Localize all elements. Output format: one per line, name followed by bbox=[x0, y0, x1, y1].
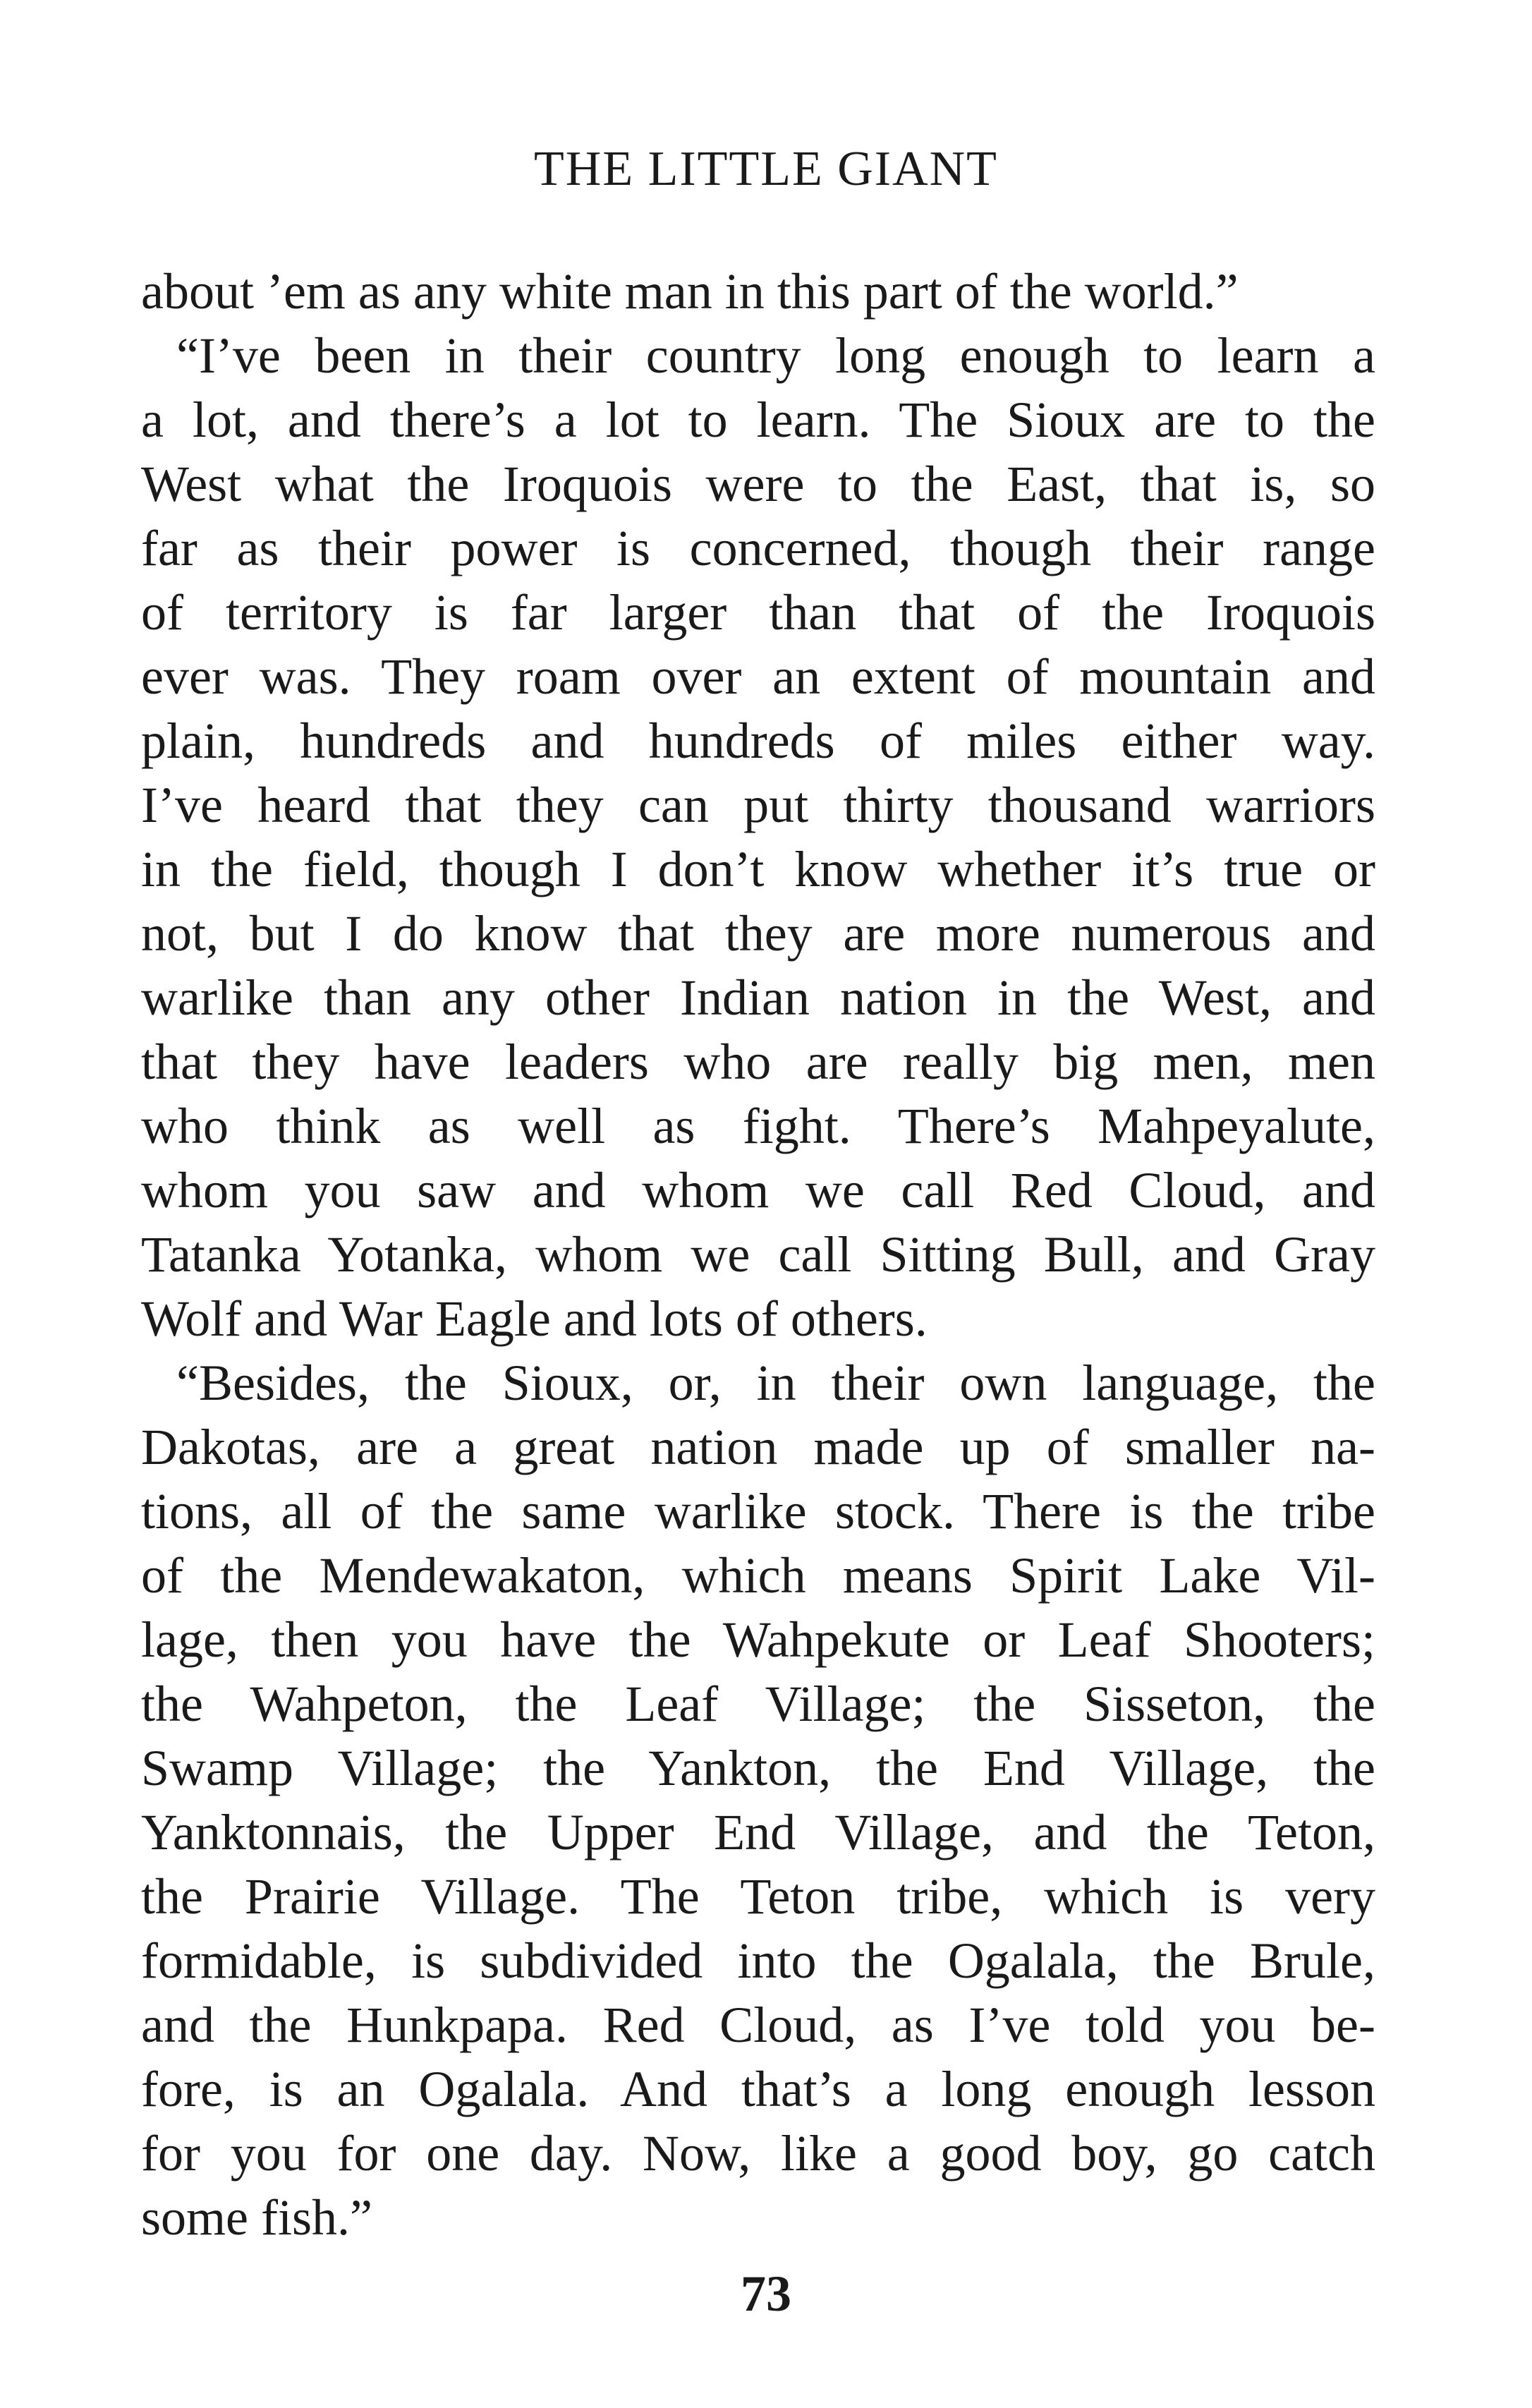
text-line: who think as well as fight. There’s Mahpeyalute, bbox=[141, 1098, 1375, 1154]
text-line: Wolf and War Eagle and lots of others. bbox=[141, 1290, 928, 1347]
text-line: far as their power is concerned, though their range bbox=[141, 520, 1375, 576]
text-line: Swamp Village; the Yankton, the End Village, the bbox=[141, 1740, 1375, 1796]
page-number: 73 bbox=[741, 2265, 791, 2322]
text-line: formidable, is subdivided into the Ogalala, the Brule, bbox=[141, 1932, 1375, 1989]
text-line: warlike than any other Indian nation in the West, and bbox=[141, 969, 1375, 1026]
text-line: about ’em as any white man in this part of the world.” bbox=[141, 263, 1239, 320]
text-line: some fish.” bbox=[141, 2189, 372, 2246]
text-line: that they have leaders who are really big men, men bbox=[141, 1034, 1375, 1090]
text-line: in the field, though I don’t know whether it’s true or bbox=[141, 841, 1375, 897]
text-line: of territory is far larger than that of the Iroquois bbox=[141, 584, 1375, 641]
text-line: tions, all of the same warlike stock. There is the tribe bbox=[141, 1483, 1375, 1539]
text-line: plain, hundreds and hundreds of miles either way. bbox=[141, 713, 1375, 769]
running-head: THE LITTLE GIANT bbox=[534, 142, 998, 196]
text-line: Yanktonnais, the Upper End Village, and the Teton, bbox=[141, 1804, 1375, 1861]
text-line: not, but I do know that they are more numerous and bbox=[141, 905, 1375, 962]
text-line: lage, then you have the Wahpekute or Leaf Shooters; bbox=[141, 1611, 1375, 1668]
body-text bbox=[141, 260, 1375, 2250]
text-line: whom you saw and whom we call Red Cloud, and bbox=[141, 1162, 1375, 1218]
text-line: for you for one day. Now, like a good boy, go catch bbox=[141, 2125, 1375, 2182]
text-line: Tatanka Yotanka, whom we call Sitting Bull, and Gray bbox=[141, 1226, 1375, 1283]
text-line: fore, is an Ogalala. And that’s a long enough lesson bbox=[141, 2061, 1375, 2117]
text-line: of the Mendewakaton, which means Spirit Lake Vil- bbox=[141, 1547, 1375, 1604]
text-line: “I’ve been in their country long enough to learn a bbox=[176, 327, 1375, 384]
text-line: I’ve heard that they can put thirty thousand warriors bbox=[141, 777, 1375, 833]
text-line: a lot, and there’s a lot to learn. The Sioux are to the bbox=[141, 392, 1375, 448]
text-line: the Prairie Village. The Teton tribe, which is very bbox=[141, 1868, 1375, 1925]
text-line: ever was. They roam over an extent of mountain and bbox=[141, 648, 1375, 705]
text-line: “Besides, the Sioux, or, in their own language, the bbox=[176, 1355, 1375, 1411]
text-line: and the Hunkpapa. Red Cloud, as I’ve told you be- bbox=[141, 1997, 1375, 2053]
text-line: the Wahpeton, the Leaf Village; the Sisseton, the bbox=[141, 1676, 1375, 1732]
text-line: West what the Iroquois were to the East, that is, so bbox=[141, 456, 1375, 512]
text-line: Dakotas, are a great nation made up of smaller na- bbox=[141, 1419, 1375, 1475]
